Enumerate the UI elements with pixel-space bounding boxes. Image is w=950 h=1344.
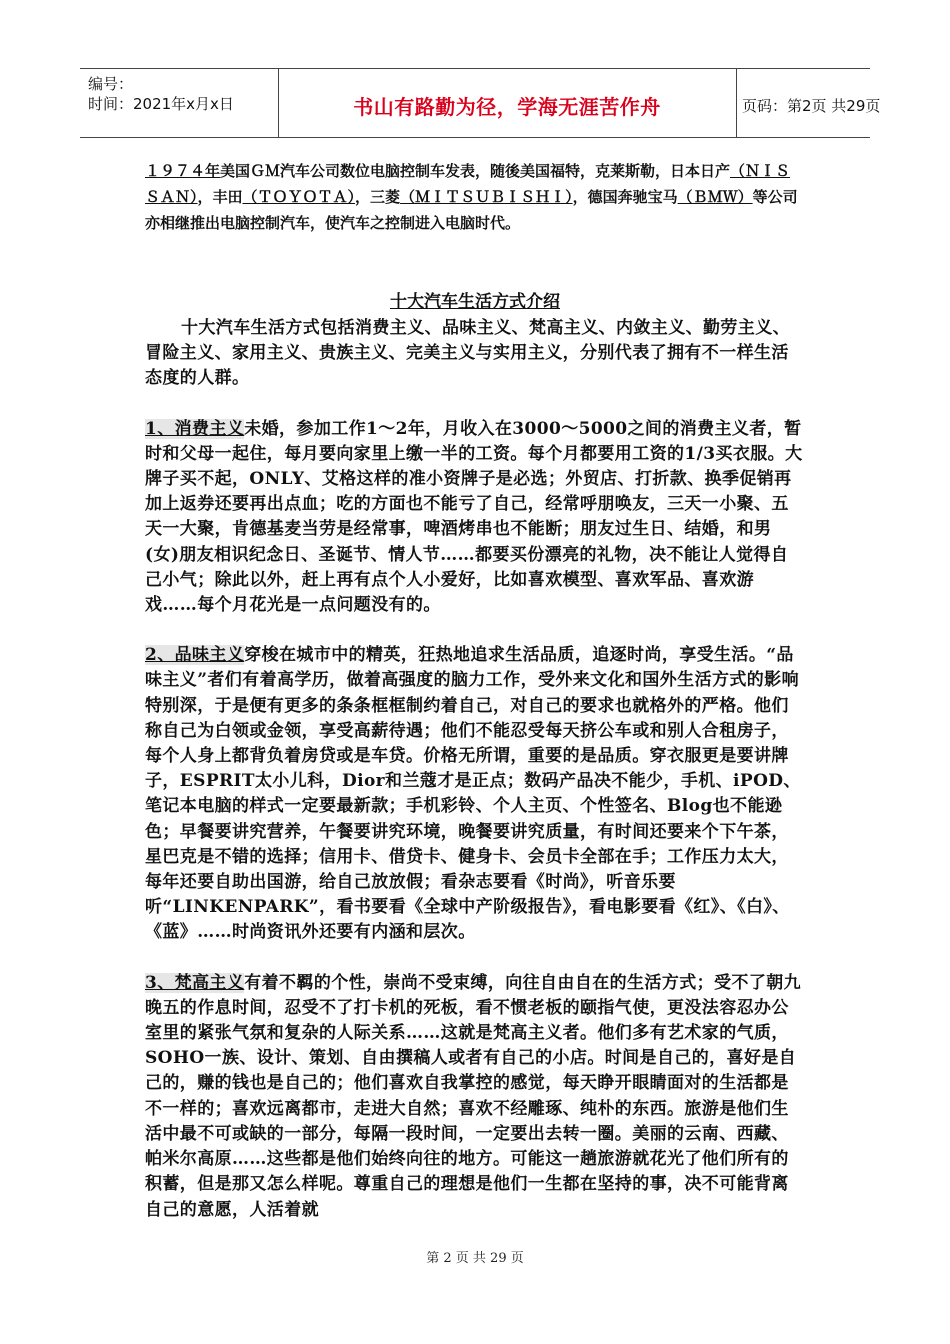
intro-text-4: ，德国奔驰宝马 bbox=[572, 188, 678, 206]
paragraph-gap bbox=[145, 618, 805, 643]
item-van-gogh bbox=[145, 971, 805, 1223]
intro-text-5: 等公司亦相继推出电脑控制汽车，使汽车之控制进入电脑时代。 bbox=[145, 188, 798, 232]
item-heading: 2、品味主义 bbox=[145, 645, 245, 666]
intro-bmw: （ＢＭＷ） bbox=[677, 188, 753, 206]
item-taste bbox=[145, 643, 805, 945]
intro-text-2: ，丰田 bbox=[197, 188, 243, 206]
document-body bbox=[145, 158, 805, 1223]
item-consumerism bbox=[145, 417, 805, 619]
header-motto-cell bbox=[278, 69, 737, 137]
intro-text-3: ，三菱 bbox=[355, 188, 401, 206]
document-number-label: 编号： bbox=[88, 75, 134, 93]
item-text: 穿梭在城市中的精英，狂热地追求生活品质，追逐时尚，享受生活。“品味主义”者们有着高学历，做着高强度的脑力工作，受外来文化和国外生活方式的影响特别深，于是便有更多的条条框框制约着自己，对自己的要求也就格外的严格。他们称自己为白领或金领，享受高薪待遇；他们不能忍受每天挤公车或和别人合租房子，每个人身上都背负着房贷或是车贷。价格无所谓，重要的是品质。穿衣服更是要讲牌子，ESPRIT太小儿科，Dior和兰蔻才是正点；数码产品决不能少，手机、iPOD、笔记本电脑的样式一定要最新款；手机彩铃、个人主页、个性签名、Blog也不能逊色；早餐要讲究营养，午餐要讲究环境，晚餐要讲究质量，有时间还要来个下午茶，星巴克是不错的选择；信用卡、借贷卡、健身卡、会员卡全部在手；工作压力太大，每年还要自助出国游，给自己放放假；看杂志要看《时尚》，听音乐要听“LINKENPARK”，看书要看《全球中产阶级报告》，看电影要看《红》、《白》、《蓝》……时尚资讯外还要有内涵和层次。 bbox=[145, 645, 801, 943]
intro-toyota: （ＴＯＹＯＴＡ） bbox=[242, 188, 356, 206]
paragraph-gap bbox=[145, 392, 805, 417]
item-heading: 1、消费主义 bbox=[145, 418, 245, 439]
page-header bbox=[80, 68, 881, 138]
section-title: 十大汽车生活方式介绍 bbox=[390, 292, 560, 312]
header-page-cell bbox=[736, 69, 881, 137]
intro-text-1: 美国ＧＭ汽车公司数位电脑控制车发表，随後美国福特，克莱斯勒，日本日产 bbox=[220, 162, 731, 180]
header-page-info: 页码：第2页 共29页 bbox=[742, 97, 881, 115]
page-footer: 第 2 页 共 29 页 bbox=[426, 1251, 524, 1266]
intro-paragraph bbox=[145, 158, 805, 236]
intro-mitsubishi: （ＭＩＴＳＵＢＩＳＨＩ） bbox=[400, 188, 573, 206]
overview-paragraph: 十大汽车生活方式包括消费主义、品味主义、梵高主义、内敛主义、勤劳主义、冒险主义、家用主义、贵族主义、完美主义与实用主义，分别代表了拥有不一样生活态度的人群。 bbox=[145, 318, 790, 389]
item-heading: 3、梵高主义 bbox=[145, 972, 245, 993]
document-date: 时间：2021年x月x日 bbox=[88, 95, 234, 113]
intro-nissan: （ＮＩＳＳＡＮ） bbox=[145, 162, 791, 206]
intro-year: １９７４年 bbox=[145, 162, 221, 180]
paragraph-gap bbox=[145, 946, 805, 971]
header-motto: 书山有路勤为径，学海无涯苦作舟 bbox=[353, 95, 661, 119]
header-meta-cell bbox=[80, 69, 279, 137]
item-text: 未婚，参加工作1～2年，月收入在3000～5000之间的消费主义者，暂时和父母一起住，每月要向家里上缴一半的工资。每个月都要用工资的1/3买衣服。大牌子买不起，ONLY、艾格这样的准小资牌子是必选；外贸店、打折款、换季促销再加上返券还要再出点血；吃的方面也不能亏了自己，经常呼朋唤友，三天一小聚、五天一大聚，肯德基麦当劳是经常事，啤酒烤串也不能断；朋友过生日、结婚，和男(女)朋友相识纪念日、圣诞节、情人节……都要买份漂亮的礼物，决不能让人觉得自己小气；除此以外，赶上再有点个人小爱好，比如喜欢模型、喜欢军品、喜欢游戏……每个月花光是一点问题没有的。 bbox=[145, 418, 803, 616]
item-text: 有着不羁的个性，崇尚不受束缚，向往自由自在的生活方式；受不了朝九晚五的作息时间，忍受不了打卡机的死板，看不惯老板的颐指气使，更没法容忍办公室里的紧张气氛和复杂的人际关系……这就是梵高主义者。他们多有艺术家的气质，SOHO一族、设计、策划、自由撰稿人或者有自己的小店。时间是自己的，喜好是自己的，赚的钱也是自己的；他们喜欢自我掌控的感觉，每天睁开眼睛面对的生活都是不一样的；喜欢远离都市，走进大自然；喜欢不经雕琢、纯朴的东西。旅游是他们生活中最不可或缺的一部分，每隔一段时间，一定要出去转一圈。美丽的云南、西藏、帕米尔高原……这些都是他们始终向往的地方。可能这一趟旅游就花光了他们所有的积蓄，但是那又怎么样呢。尊重自己的理想是他们一生都在坚持的事，决不可能背离自己的意愿，人活着就 bbox=[145, 972, 802, 1220]
